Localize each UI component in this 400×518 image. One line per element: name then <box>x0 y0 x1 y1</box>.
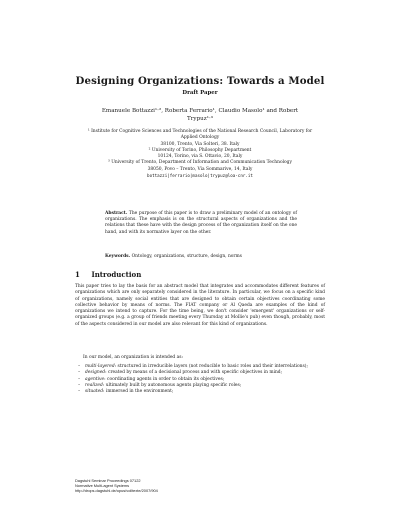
section-heading <box>75 270 325 279</box>
bullet-icon: – <box>78 389 81 395</box>
affiliation-line: ² University of Torino, Philosophy Department <box>148 147 252 153</box>
bullet-icon: – <box>78 370 81 376</box>
abstract-label: Abstract. <box>105 211 128 216</box>
list-item-term: designed <box>85 370 106 376</box>
affiliation-line: 38050, Povo – Trento, Via Sommarive, 14, Italy <box>147 166 253 172</box>
footer-line: Dagstuhl Seminar Proceedings 07122 <box>75 478 141 483</box>
section-number: 1 <box>75 270 80 279</box>
list-item-term: situated <box>85 389 104 395</box>
keywords <box>105 254 297 260</box>
list-item-term: realized <box>85 382 103 388</box>
affiliation-line: 10124, Torino, via S. Ottavio, 20, Italy <box>157 154 243 160</box>
bullet-icon: – <box>78 376 81 382</box>
affiliation-line: ¹ Institute for Cognitive Sciences and Technologies of the National Research Council, Laboratory for Applied Ontology <box>87 129 313 141</box>
author-emails: bottazzi|ferrario|masolo|trypuz@loa-cnr.it <box>147 173 253 179</box>
list-item-text: : ultimately built by autonomous agents playing specific roles; <box>102 382 242 388</box>
affiliation-line: ³ University of Trento, Department of Information and Communication Technology <box>108 160 292 166</box>
list-item <box>75 389 325 395</box>
list-item-text: : created by means of a decisional process and with specific objectives in mind; <box>105 370 283 376</box>
author-list: Emanuele Bottazzi¹·², Roberta Ferrario¹, Claudio Masolo¹ and Robert Trypuz¹·³ <box>101 108 299 122</box>
paper-title: Designing Organizations: Towards a Model <box>75 75 325 87</box>
keywords-text: Ontology, organizations, structure, design, norms <box>131 254 242 259</box>
body-paragraph: This paper tries to lay the basis for an abstract model that integrates and accommodates different features of organizations which are only separately considered in the literature. In particular, we focus on a specific kind of organizations, namely social entities that are designed to obtain certain objectives coordinating some collective behavior by means of norms. The FIAT company or Al Qaeda are examples of the kind of organizations we intend to capture. For the time being, we don't consider 'emergent' organizations or self-organized groups (e.g. a group of friends meeting every Thursday at Mollie's pub) even though, probably, most of the aspects considered in our model are also relevant for this kind of organizations. <box>75 284 325 327</box>
list-item-text: : structured in irreducible layers (not reducible to basic roles and their interrelations); <box>114 364 308 369</box>
footer-url[interactable]: http://drops.dagstuhl.de/opus/volltexte/2007/904 <box>75 488 158 494</box>
bullet-icon: – <box>78 382 81 388</box>
feature-list <box>75 364 325 395</box>
list-item-text: : immersed in the environment; <box>103 389 174 395</box>
footer-line: Normative Multi-agent Systems <box>75 483 130 489</box>
body-paragraph: In our model, an organization is intended as: <box>83 355 183 360</box>
abstract <box>105 211 297 236</box>
list-item-text: : coordinating agents in order to obtain its objectives; <box>104 376 225 382</box>
list-item-term: multi-layered <box>85 364 115 369</box>
abstract-text: The purpose of this paper is to draw a preliminary model of an ontology of organizations. The emphasis is on the structural aspects of organizations and the relations that these have with the design process of the organization itself on the one hand, and with its normative layer on the other. <box>105 211 297 235</box>
keywords-label: Keywords. <box>105 254 131 259</box>
section-title: Introduction <box>91 270 142 279</box>
affiliations <box>80 129 320 179</box>
bullet-icon: – <box>78 364 81 369</box>
paper-subtitle: Draft Paper <box>182 90 218 96</box>
affiliation-line: 38100, Trento, Via Solteri, 38. Italy <box>160 141 240 147</box>
proceedings-footer <box>75 478 325 494</box>
list-item-term: agentive <box>85 376 105 382</box>
